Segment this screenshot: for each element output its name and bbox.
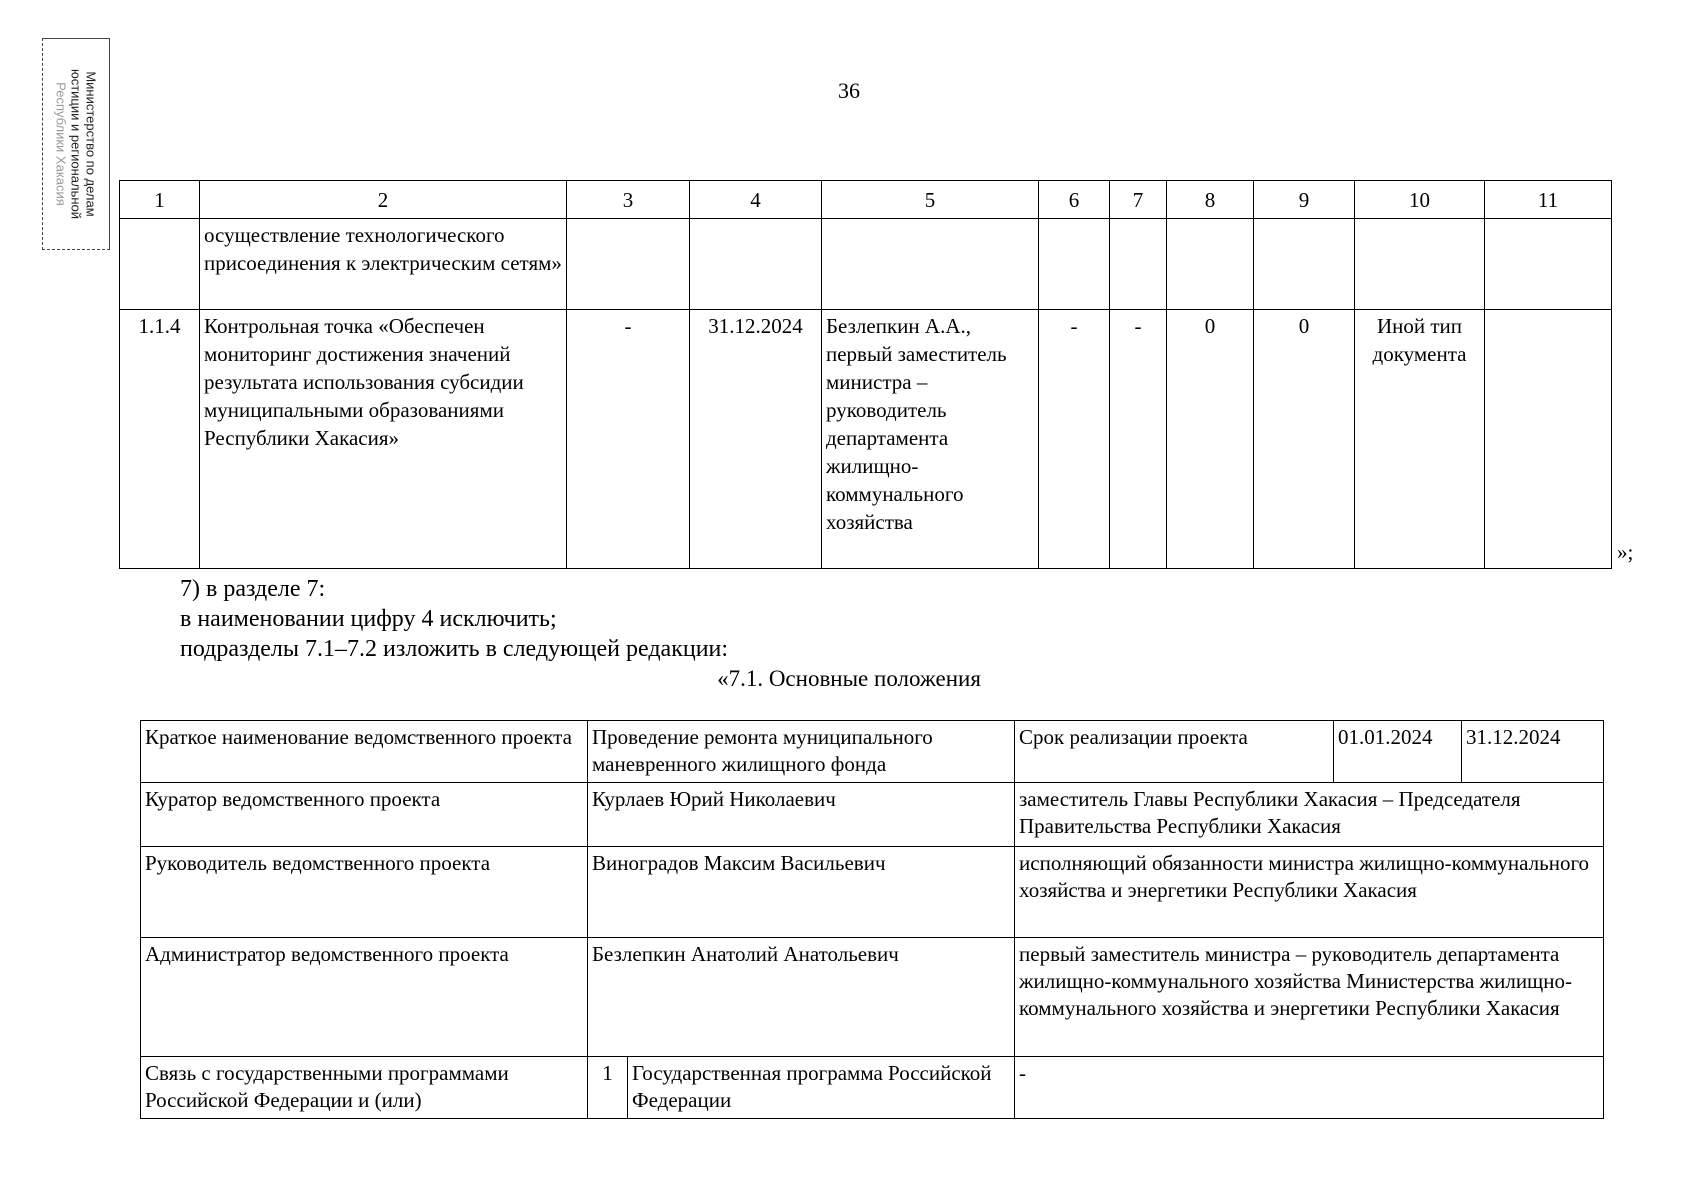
- table-cell: [567, 219, 690, 310]
- table-cell: [1110, 219, 1167, 310]
- column-header: 2: [200, 181, 567, 219]
- position-cell: заместитель Главы Республики Хакасия – Председателя Правительства Республики Хакасия: [1015, 783, 1604, 847]
- start-date-cell: 01.01.2024: [1334, 721, 1462, 783]
- position-cell: первый заместитель министра – руководитель департамента жилищно-коммунального хозяйства Министерства жилищно-коммунального хозяйства и энергетики Республики Хакасия: [1015, 938, 1604, 1057]
- registration-stamp: [42, 38, 110, 250]
- table-cell: [120, 219, 200, 310]
- stamp-line: юстиции и региональной: [68, 68, 84, 220]
- table-cell: [1254, 219, 1355, 310]
- project-name-cell: Проведение ремонта муниципального маневренного жилищного фонда: [588, 721, 1015, 783]
- column-header: 10: [1355, 181, 1485, 219]
- table-cell: -: [1039, 310, 1110, 569]
- program-value-cell: -: [1015, 1057, 1604, 1119]
- column-header: 1: [120, 181, 200, 219]
- table-cell: [1355, 219, 1485, 310]
- table-cell: 0: [1254, 310, 1355, 569]
- row-label: Краткое наименование ведомственного проекта: [141, 721, 588, 783]
- row-label: Администратор ведомственного проекта: [141, 938, 588, 1057]
- table-cell: Контрольная точка «Обеспечен мониторинг достижения значений результата использования субсидии муниципальными образованиями Республики Хакасия»: [200, 310, 567, 569]
- period-label-cell: Срок реализации проекта: [1015, 721, 1334, 783]
- control-points-table: [119, 180, 1612, 569]
- amendment-text-line: подразделы 7.1–7.2 изложить в следующей редакции:: [180, 636, 729, 662]
- table-row: [141, 847, 1604, 938]
- closing-quote: »;: [1617, 540, 1634, 564]
- table-cell: [690, 219, 822, 310]
- table-cell: 0: [1167, 310, 1254, 569]
- table-cell: -: [1110, 310, 1167, 569]
- table-cell: 31.12.2024: [690, 310, 822, 569]
- table-cell: [1485, 310, 1612, 569]
- program-number-cell: 1: [588, 1057, 628, 1119]
- column-header: 6: [1039, 181, 1110, 219]
- table-cell: [822, 219, 1039, 310]
- table-cell: [1485, 219, 1612, 310]
- page-number: 36: [838, 78, 860, 103]
- table-cell: осуществление технологического присоединения к электрическим сетям»: [200, 219, 567, 310]
- table-row: [141, 1057, 1604, 1119]
- amendment-text-line: в наименовании цифру 4 исключить;: [180, 606, 557, 632]
- column-header: 5: [822, 181, 1039, 219]
- table-row: [120, 219, 1612, 310]
- person-name-cell: Курлаев Юрий Николаевич: [588, 783, 1015, 847]
- section-heading: «7.1. Основные положения: [717, 666, 981, 691]
- row-label: Руководитель ведомственного проекта: [141, 847, 588, 938]
- table-row: [141, 721, 1604, 783]
- stamp-text: [54, 41, 99, 247]
- table-header-row: [120, 181, 1612, 219]
- column-header: 9: [1254, 181, 1355, 219]
- column-header: 11: [1485, 181, 1612, 219]
- column-header: 4: [690, 181, 822, 219]
- table-row: [141, 783, 1604, 847]
- table-row: [141, 938, 1604, 1057]
- table-cell: [1039, 219, 1110, 310]
- stamp-line: Министерство по делам: [83, 71, 99, 217]
- person-name-cell: Виноградов Максим Васильевич: [588, 847, 1015, 938]
- column-header: 7: [1110, 181, 1167, 219]
- column-header: 8: [1167, 181, 1254, 219]
- row-label: Куратор ведомственного проекта: [141, 783, 588, 847]
- table-cell: -: [567, 310, 690, 569]
- column-header: 3: [567, 181, 690, 219]
- table-cell: 1.1.4: [120, 310, 200, 569]
- stamp-line: Республики Хакасия: [53, 82, 69, 206]
- end-date-cell: 31.12.2024: [1462, 721, 1604, 783]
- table-cell: [1167, 219, 1254, 310]
- amendment-text-line: 7) в разделе 7:: [180, 576, 326, 602]
- project-info-table: [140, 720, 1604, 1119]
- table-cell: Иной тип документа: [1355, 310, 1485, 569]
- position-cell: исполняющий обязанности министра жилищно-коммунального хозяйства и энергетики Республики Хакасия: [1015, 847, 1604, 938]
- person-name-cell: Безлепкин Анатолий Анатольевич: [588, 938, 1015, 1057]
- row-label: Связь с государственными программами Российской Федерации и (или): [141, 1057, 588, 1119]
- table-row: [120, 310, 1612, 569]
- program-name-cell: Государственная программа Российской Федерации: [628, 1057, 1015, 1119]
- table-cell: Безлепкин А.А., первый заместитель министра – руководитель департамента жилищно-коммунального хозяйства: [822, 310, 1039, 569]
